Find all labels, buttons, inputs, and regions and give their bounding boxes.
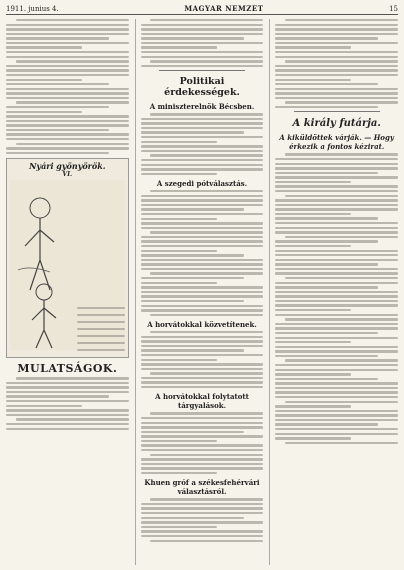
text-line: [6, 79, 82, 81]
text-line: [285, 101, 398, 103]
text-line: [275, 304, 398, 306]
text-line: [275, 92, 398, 94]
text-line: [275, 364, 398, 366]
text-line: [141, 204, 264, 206]
col1-text-bottom: [6, 377, 129, 430]
text-line: [6, 83, 109, 85]
text-line: [275, 37, 378, 39]
text-line: [141, 136, 264, 138]
text-line: [275, 158, 398, 160]
text-line: [141, 24, 264, 26]
text-line: [141, 309, 264, 311]
text-line: [141, 56, 264, 58]
text-line: [141, 173, 217, 175]
text-line: [275, 24, 398, 26]
col2-subhead-3: A horvátokkal közvetítenek.: [147, 320, 257, 330]
text-line: [6, 124, 129, 126]
text-line: [285, 19, 398, 21]
text-line: [285, 60, 398, 62]
text-line: [16, 101, 129, 103]
text-line: [285, 153, 398, 155]
text-line: [275, 181, 351, 183]
text-line: [6, 28, 129, 30]
text-line: [141, 277, 244, 279]
text-line: [141, 28, 264, 30]
text-line: [141, 458, 264, 460]
text-line: [275, 74, 398, 76]
text-line: [6, 129, 109, 131]
text-line: [6, 46, 82, 48]
col1-text-top: [6, 19, 129, 154]
text-line: [141, 305, 264, 307]
text-line: [141, 359, 217, 361]
text-line: [141, 354, 264, 356]
page-header: [6, 4, 398, 15]
text-line: [141, 254, 244, 256]
text-line: [141, 150, 264, 152]
text-line: [275, 46, 351, 48]
mulatsagok-heading: MULATSÁGOK.: [17, 362, 118, 376]
text-line: [141, 141, 217, 143]
text-line: [285, 236, 398, 238]
text-line: [275, 387, 398, 389]
text-line: [275, 208, 398, 210]
text-line: [141, 127, 264, 129]
text-line: [141, 213, 264, 215]
text-line: [275, 391, 398, 393]
text-line: [275, 378, 378, 380]
text-line: [275, 56, 398, 58]
text-line: [150, 190, 263, 192]
text-line: [275, 327, 398, 329]
text-line: [275, 83, 378, 85]
text-line: [16, 19, 129, 21]
kiraly-futarja-subtitle: A kiküldöttek várják. — Hogy érkezik a fontos kézirat.: [279, 133, 394, 152]
text-line: [16, 60, 129, 62]
text-line: [141, 268, 264, 270]
text-line: [275, 314, 398, 316]
text-line: [141, 168, 264, 170]
text-line: [275, 410, 398, 412]
text-line: [275, 33, 398, 35]
text-line: [275, 337, 398, 339]
text-line: [141, 164, 264, 166]
text-line: [141, 535, 264, 537]
text-line: [141, 530, 264, 532]
text-line: [141, 295, 264, 297]
text-line: [275, 204, 398, 206]
text-line: [141, 46, 217, 48]
text-line: [141, 368, 264, 370]
text-line: [6, 414, 129, 416]
text-line: [275, 88, 398, 90]
text-line: [275, 79, 351, 81]
text-line: [275, 231, 398, 233]
text-line: [141, 512, 264, 514]
text-line: [150, 540, 263, 542]
text-line: [141, 245, 264, 247]
text-line: [6, 37, 109, 39]
text-line: [275, 323, 398, 325]
col2-text-1: [141, 113, 264, 175]
text-line: [141, 431, 244, 433]
text-line: [275, 405, 351, 407]
text-line: [141, 218, 217, 220]
text-line: [6, 51, 129, 53]
col2-subhead-5: Khuen gróf a székesfehérvári választásról.: [144, 478, 260, 497]
text-line: [6, 386, 129, 388]
column-1: [6, 19, 129, 565]
text-line: [141, 236, 264, 238]
text-line: [275, 428, 398, 430]
text-line: [275, 295, 398, 297]
politikai-heading: Politikai érdekességek.: [164, 76, 240, 99]
text-line: [150, 19, 263, 21]
text-line: [6, 115, 129, 117]
text-line: [275, 437, 351, 439]
text-line: [275, 42, 398, 44]
text-line: [141, 199, 264, 201]
text-line: [275, 106, 378, 108]
illustration-number: VI.: [62, 171, 73, 179]
text-line: [6, 382, 129, 384]
text-line: [141, 227, 264, 229]
text-line: [16, 143, 129, 145]
text-line: [141, 345, 264, 347]
text-line: [141, 300, 244, 302]
illustration-title: Nyári gyönyörök.: [29, 161, 106, 172]
text-line: [275, 414, 398, 416]
text-line: [141, 526, 217, 528]
col2-text-top: [141, 19, 264, 67]
text-line: [275, 65, 398, 67]
text-line: [141, 386, 264, 388]
text-line: [275, 346, 398, 348]
text-line: [275, 309, 351, 311]
col2-subhead-2: A szegedi pótválasztás.: [156, 179, 248, 189]
text-line: [141, 336, 264, 338]
text-line: [6, 65, 129, 67]
text-line: [275, 227, 398, 229]
text-line: [141, 65, 264, 67]
text-line: [150, 231, 263, 233]
text-line: [275, 396, 398, 398]
text-line: [275, 355, 378, 357]
illustration-captions: [77, 307, 125, 351]
text-line: [6, 147, 129, 149]
text-line: [275, 97, 398, 99]
text-line: [6, 391, 129, 393]
text-line: [275, 245, 351, 247]
text-line: [141, 422, 264, 424]
text-line: [275, 286, 378, 288]
text-line: [6, 111, 82, 113]
text-line: [6, 92, 129, 94]
text-line: [141, 159, 264, 161]
text-line: [141, 440, 217, 442]
col3-text-top: [275, 19, 398, 108]
text-line: [275, 163, 398, 165]
text-line: [275, 350, 398, 352]
header-paper-title: MAGYAR NEMZET: [184, 4, 264, 13]
text-line: [6, 120, 129, 122]
text-line: [275, 263, 378, 265]
text-line: [150, 372, 263, 374]
text-line: [275, 268, 398, 270]
col2-text-2: [141, 190, 264, 316]
text-line: [141, 42, 264, 44]
text-line: [150, 272, 263, 274]
text-line: [285, 359, 398, 361]
text-line: [275, 176, 398, 178]
column-3: [269, 19, 398, 565]
text-line: [275, 272, 398, 274]
text-line: [16, 418, 129, 420]
text-line: [141, 118, 264, 120]
text-line: [141, 435, 264, 437]
text-line: [141, 503, 264, 505]
text-line: [141, 472, 217, 474]
text-line: [275, 217, 378, 219]
col2-text-3: [141, 331, 264, 388]
text-line: [6, 423, 129, 425]
text-line: [6, 405, 82, 407]
text-line: [6, 97, 129, 99]
text-line: [285, 442, 398, 444]
text-line: [275, 369, 398, 371]
text-line: [141, 291, 264, 293]
text-line: [6, 409, 129, 411]
text-line: [275, 28, 398, 30]
text-line: [141, 463, 264, 465]
text-line: [150, 113, 263, 115]
header-date: 1911. junius 4.: [6, 5, 59, 13]
text-line: [141, 444, 264, 446]
text-line: [275, 167, 398, 169]
text-line: [285, 195, 398, 197]
text-line: [6, 33, 129, 35]
text-line: [141, 349, 244, 351]
text-line: [141, 426, 264, 428]
text-line: [275, 300, 398, 302]
col2-text-5: [141, 498, 264, 542]
text-line: [275, 382, 398, 384]
text-line: [275, 373, 351, 375]
text-line: [141, 449, 264, 451]
text-line: [6, 400, 129, 402]
text-line: [141, 417, 264, 419]
text-line: [141, 122, 264, 124]
text-line: [275, 222, 398, 224]
text-line: [275, 259, 398, 261]
text-line: [275, 423, 378, 425]
text-line: [150, 154, 263, 156]
text-line: [141, 33, 264, 35]
text-line: [6, 138, 129, 140]
text-line: [275, 433, 398, 435]
text-line: [141, 286, 264, 288]
illustration-nyari-gyonyorok: [6, 158, 129, 358]
text-line: [275, 190, 398, 192]
text-line: [150, 314, 263, 316]
col2-text-4: [141, 412, 264, 474]
text-line: [141, 263, 264, 265]
text-line: [141, 467, 264, 469]
col2-subhead-1: A miniszterelnök Bécsben.: [149, 102, 255, 112]
text-line: [6, 428, 129, 430]
text-line: [141, 240, 264, 242]
text-line: [150, 331, 263, 333]
text-line: [141, 208, 244, 210]
text-line: [141, 517, 244, 519]
text-line: [141, 131, 244, 133]
text-line: [141, 145, 264, 147]
text-line: [150, 60, 263, 62]
text-line: [141, 363, 264, 365]
text-line: [141, 282, 217, 284]
text-line: [141, 37, 244, 39]
text-line: [275, 332, 378, 334]
text-line: [141, 51, 264, 53]
text-line: [275, 282, 398, 284]
text-line: [275, 250, 398, 252]
header-page-number: 15: [389, 5, 398, 13]
text-line: [275, 199, 398, 201]
text-line: [6, 152, 109, 154]
text-line: [141, 340, 264, 342]
text-line: [150, 454, 263, 456]
text-line: [141, 521, 264, 523]
text-line: [6, 395, 109, 397]
text-line: [275, 69, 398, 71]
text-line: [275, 172, 378, 174]
text-line: [141, 222, 264, 224]
text-line: [285, 318, 398, 320]
text-line: [150, 412, 263, 414]
text-line: [6, 24, 129, 26]
text-line: [6, 88, 129, 90]
text-line: [150, 498, 263, 500]
text-line: [285, 401, 398, 403]
text-line: [275, 254, 398, 256]
text-line: [275, 341, 351, 343]
text-line: [141, 381, 264, 383]
kiraly-futarja-heading: A király futárja.: [292, 118, 381, 130]
text-line: [141, 377, 264, 379]
text-line: [141, 507, 264, 509]
text-line: [275, 419, 398, 421]
col2-subhead-4: A horvátokkal folytatott tárgyalások.: [155, 392, 249, 411]
text-line: [16, 377, 129, 379]
column-2: [135, 19, 264, 565]
text-line: [275, 185, 398, 187]
text-line: [6, 106, 109, 108]
col3-text-bottom: [275, 153, 398, 444]
text-line: [6, 56, 129, 58]
text-line: [6, 42, 129, 44]
text-line: [6, 74, 129, 76]
text-line: [6, 133, 129, 135]
text-line: [141, 259, 264, 261]
text-line: [141, 250, 217, 252]
text-line: [275, 51, 398, 53]
text-line: [285, 277, 398, 279]
text-line: [275, 240, 378, 242]
text-line: [275, 213, 351, 215]
text-line: [141, 195, 264, 197]
text-line: [6, 69, 129, 71]
text-line: [275, 291, 398, 293]
